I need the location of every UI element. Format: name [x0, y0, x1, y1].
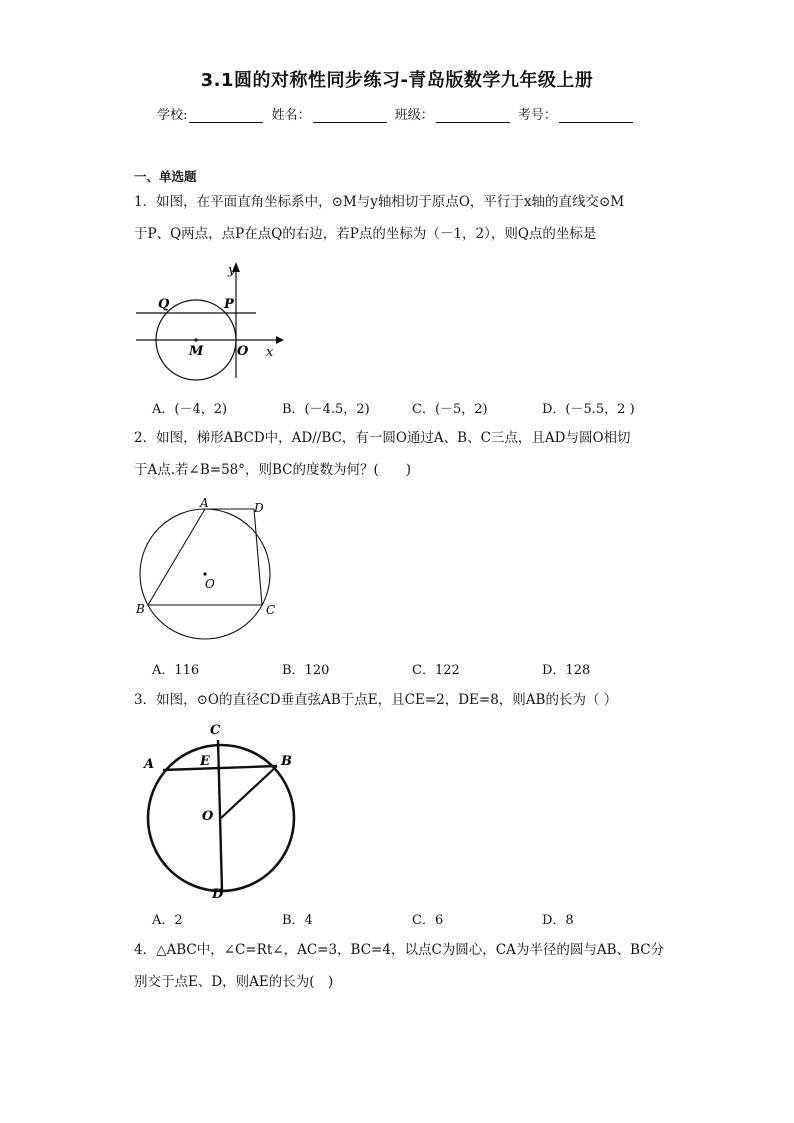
option-b[interactable]: B．120	[282, 663, 330, 678]
option-d[interactable]: D．128	[542, 663, 591, 678]
label-y: y	[228, 263, 236, 278]
label-o: O	[202, 809, 214, 824]
question-3-figure	[130, 716, 310, 900]
question-2-figure	[130, 494, 290, 644]
option-b[interactable]: B．(－4.5，2)	[282, 402, 370, 417]
diameter-cd	[218, 740, 222, 891]
label-x: x	[266, 345, 274, 360]
class-label: 班级：	[394, 108, 434, 123]
question-3-line-1: 3．如图，⊙O的直径CD垂直弦AB于点E，且CE=2，DE=8，则AB的长为（ ）	[134, 692, 618, 708]
exam-number-label: 考号：	[517, 108, 557, 123]
label-q: Q	[158, 297, 170, 312]
page-title: 3.1圆的对称性同步练习-青岛版数学九年级上册	[200, 70, 594, 91]
question-2-options	[152, 659, 672, 678]
option-b[interactable]: B．4	[282, 913, 313, 928]
option-a[interactable]: A．116	[152, 663, 200, 678]
student-info-line	[0, 104, 794, 123]
label-b: B	[281, 754, 292, 769]
option-c[interactable]: C．122	[412, 663, 460, 678]
option-a[interactable]: A．2	[152, 913, 183, 928]
option-a[interactable]: A．(－4，2)	[152, 402, 228, 417]
exam-number-blank[interactable]	[559, 110, 633, 123]
x-axis-arrow	[276, 336, 284, 344]
label-a: A	[144, 757, 155, 772]
radius-ob	[221, 766, 277, 818]
question-1-line-2: 于P、Q两点，点P在点Q的右边，若P点的坐标为（－1，2），则Q点的坐标是	[134, 226, 597, 242]
school-label: 学校:	[157, 108, 188, 123]
question-3	[134, 684, 674, 716]
question-2-line-2: 于A点.若∠B=58°，则BC的度数为何？( )	[134, 462, 412, 478]
question-2	[134, 422, 674, 486]
question-1-figure	[130, 258, 290, 382]
question-1-line-1: 1．如图，在平面直角坐标系中，⊙M与y轴相切于原点O，平行于x轴的直线交⊙M	[134, 194, 625, 210]
label-d: D	[254, 501, 264, 515]
label-b: B	[136, 602, 145, 616]
center-o-dot	[203, 572, 206, 575]
label-a: A	[200, 496, 209, 510]
segment-dc	[254, 509, 262, 605]
question-1-options	[152, 398, 672, 417]
label-m: M	[189, 344, 204, 359]
label-o: O	[237, 344, 249, 359]
label-p: P	[224, 297, 234, 312]
option-c[interactable]: C．6	[412, 913, 444, 928]
label-c: C	[266, 603, 276, 617]
question-3-options	[152, 909, 672, 928]
label-e: E	[200, 754, 210, 769]
name-label: 姓名：	[271, 108, 311, 123]
name-blank[interactable]	[313, 110, 387, 123]
question-4-line-1: 4．△ABC中，∠C=Rt∠，AC=3，BC=4，以点C为圆心，CA为半径的圆与AB、BC分	[134, 942, 665, 958]
label-c: C	[210, 723, 221, 738]
question-2-line-1: 2．如图，梯形ABCD中，AD//BC，有一圆O通过A、B、C三点，且AD与圆O相切	[134, 430, 631, 446]
option-d[interactable]: D．(－5.5，2 )	[542, 402, 635, 417]
school-blank[interactable]	[189, 110, 263, 123]
question-4	[134, 934, 674, 998]
label-d: D	[212, 887, 224, 900]
chord-ab	[163, 766, 277, 770]
question-4-line-2: 别交于点E、D，则AE的长为( )	[134, 974, 334, 990]
section-heading: 一、单选题	[134, 169, 197, 184]
center-m-dot	[194, 338, 197, 341]
segment-ab	[148, 509, 205, 605]
label-o: O	[205, 577, 215, 591]
option-d[interactable]: D．8	[542, 913, 574, 928]
class-blank[interactable]	[436, 110, 510, 123]
question-1	[134, 186, 674, 250]
option-c[interactable]: C．(－5，2)	[412, 402, 488, 417]
